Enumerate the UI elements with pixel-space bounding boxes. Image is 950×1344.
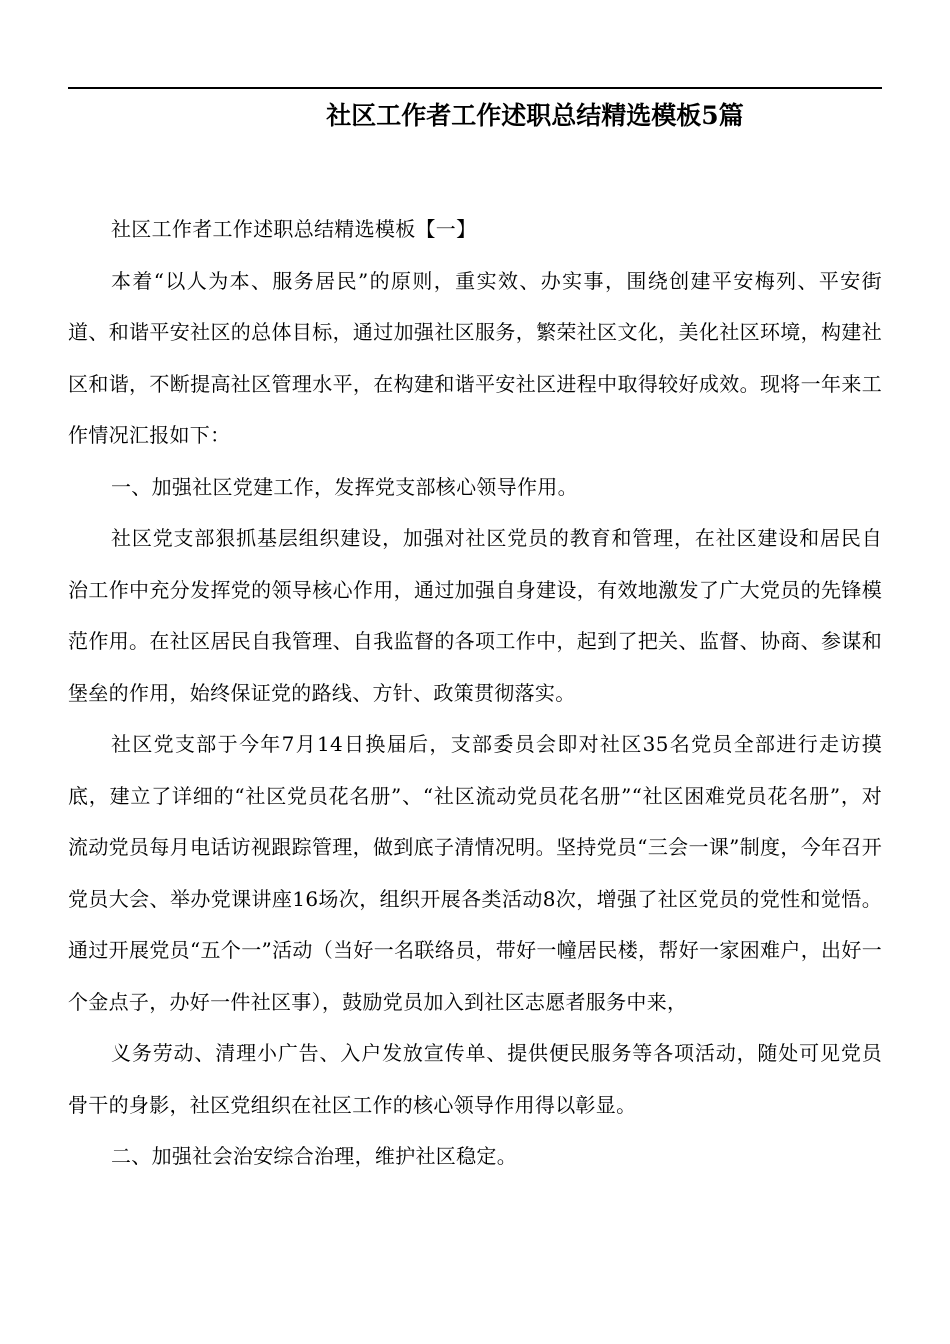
- section-heading-template-one: 社区工作者工作述职总结精选模板【一】: [111, 217, 477, 241]
- volunteer-activities-paragraph: 义务劳动、清理小广告、入户发放宣传单、提供便民服务等各项活动，随处可见党员骨干的身影，社区党组织在社区工作的核心领导作用得以彰显。: [68, 1041, 882, 1117]
- section-heading-public-security: 二、加强社会治安综合治理，维护社区稳定。: [111, 1144, 517, 1168]
- section-heading-party-building: 一、加强社区党建工作，发挥党支部核心领导作用。: [111, 474, 578, 499]
- party-branch-paragraph: 社区党支部狠抓基层组织建设，加强对社区党员的教育和管理，在社区建设和居民自治工作中充分发挥党的领导核心作用，通过加强自身建设，有效地激发了广大党员的先锋模范作用。在社区居民自我管理、自我监督的各项工作中，起到了把关、监督、协商、参谋和堡垒的作用，始终保证党的路线、方针、政策贯彻落实。: [68, 526, 882, 705]
- party-member-visit-paragraph: 社区党支部于今年7月14日换届后，支部委员会即对社区35名党员全部进行走访摸底，建立了详细的“社区党员花名册”、“社区流动党员花名册”“社区困难党员花名册”，对流动党员每月电话访视跟踪管理，做到底子清情况明。坚持党员“三会一课”制度，今年召开党员大会、举办党课讲座16场次，组织开展各类活动8次，增强了社区党员的党性和觉悟。通过开展党员“五个一”活动（当好一名联络员，带好一幢居民楼，帮好一家困难户，出好一个金点子，办好一件社区事），鼓励党员加入到社区志愿者服务中来，: [68, 732, 882, 1014]
- intro-paragraph: 本着“以人为本、服务居民”的原则，重实效、办实事，围绕创建平安梅列、平安街道、和谐平安社区的总体目标，通过加强社区服务，繁荣社区文化，美化社区环境，构建社区和谐，不断提高社区管理水平，在构建和谐平安社区进程中取得较好成效。现将一年来工作情况汇报如下：: [68, 268, 882, 447]
- header-rule: [68, 87, 882, 89]
- document-title: 社区工作者工作述职总结精选模板5篇: [326, 101, 744, 130]
- document-body: [68, 204, 882, 1183]
